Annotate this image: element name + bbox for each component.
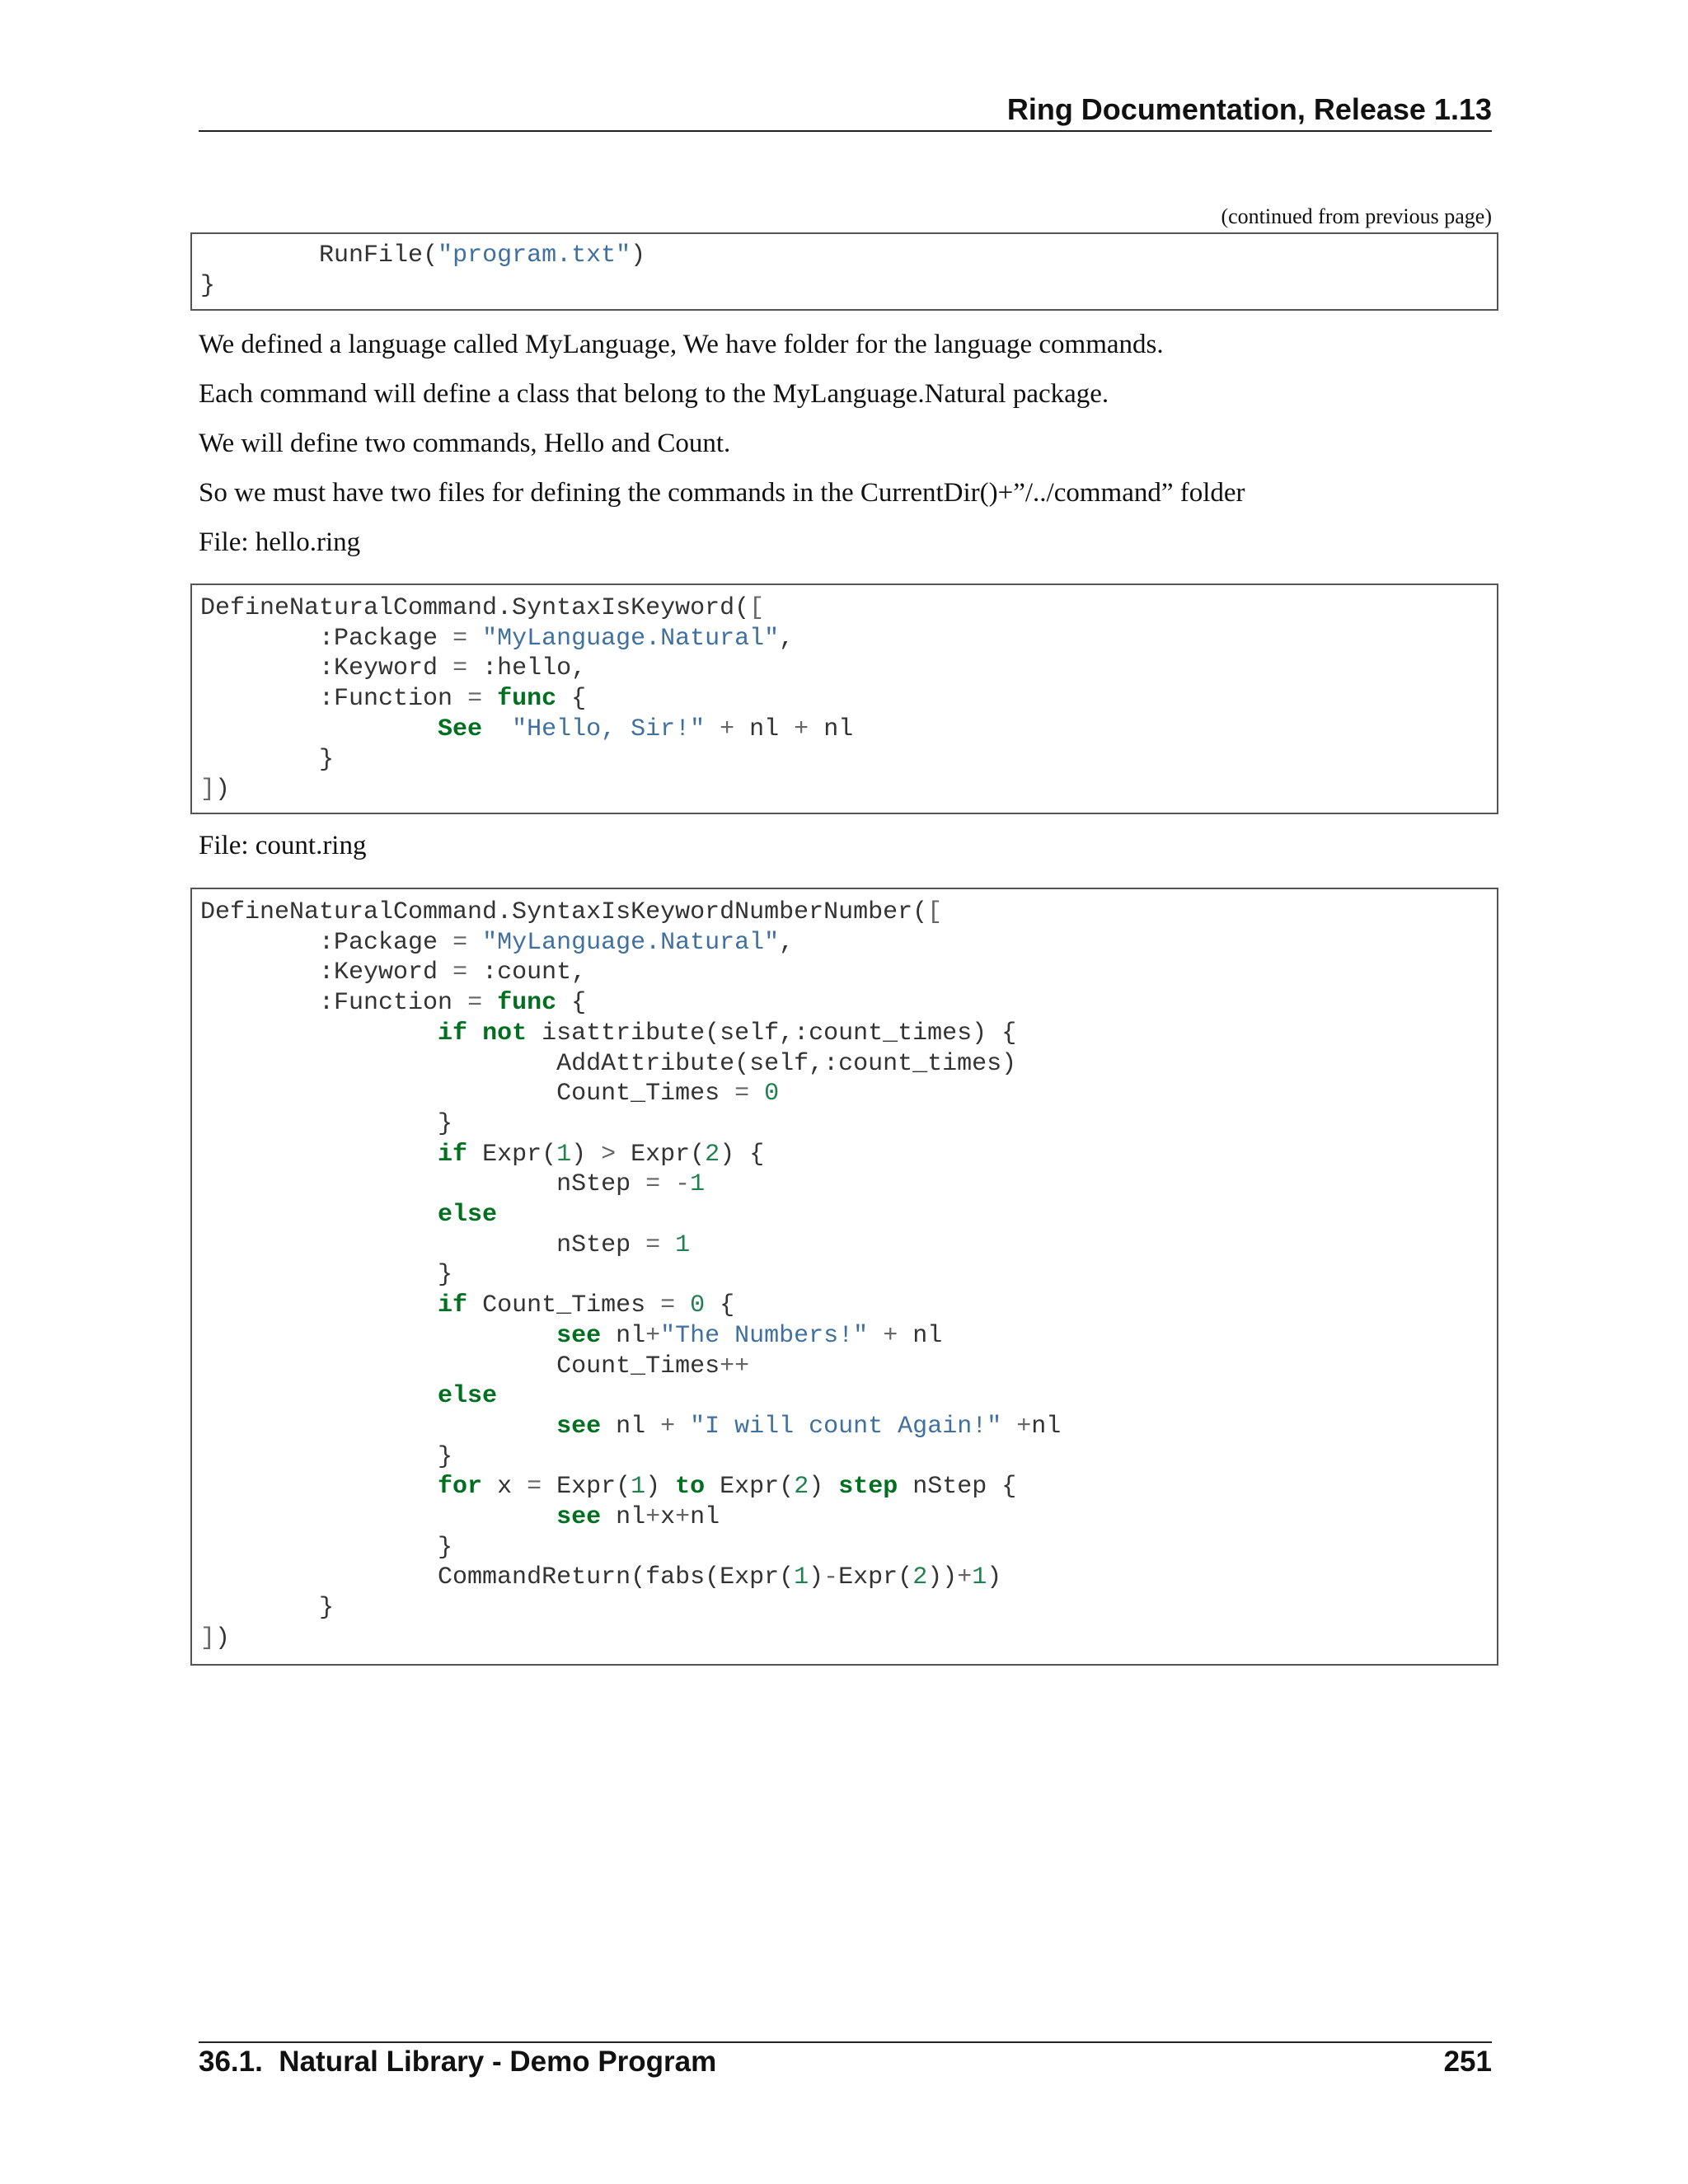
- code-closing-brace: }: [200, 271, 216, 300]
- code-string: "program.txt": [438, 241, 631, 269]
- header-rule: [199, 130, 1492, 132]
- paragraph-two-commands: We will define two commands, Hello and Count.: [199, 429, 731, 458]
- paragraph-command-class: Each command will define a class that belong to the MyLanguage.Natural package.: [199, 379, 1109, 409]
- file-label-count: File: count.ring: [199, 831, 367, 860]
- code-function-name: RunFile: [319, 241, 424, 269]
- footer-page-number: 251: [1443, 2046, 1492, 2078]
- code-paren-open: (: [423, 241, 438, 269]
- code-text-continued: [200, 241, 1497, 301]
- paragraph-language-intro: We defined a language called MyLanguage, We have folder for the language commands.: [199, 330, 1164, 359]
- code-block-count: [190, 888, 1498, 1666]
- code-paren-close: ): [631, 241, 646, 269]
- paragraph-two-files: So we must have two files for defining the commands in the CurrentDir()+”/../command” folder: [199, 478, 1245, 508]
- code-indent: [200, 241, 319, 269]
- code-text-count: DefineNaturalCommand.SyntaxIsKeywordNumberNumber([ :Package = "MyLanguage.Natural", :Keyword = :count, :Function = func { if not isattribute(self,:count_times) { AddAttribute(self,:count_times) Count_Times = 0 } if Expr(1) > Expr(2) { nStep = -1 else nStep = 1 } if Count_Times = 0 { see nl+"The Numbers!" + nl Count_Times++ else see nl + "I will count Again!" +nl } for x = Expr(1) to Expr(2) step nStep { see nl+x+nl } CommandReturn(fabs(Expr(1)-Expr(2))+1) } ]): [200, 898, 1062, 1652]
- code-block-continued: [190, 232, 1498, 311]
- continued-note: (continued from previous page): [1221, 204, 1492, 228]
- code-block-hello: [190, 583, 1498, 814]
- page-header-title: Ring Documentation, Release 1.13: [1006, 92, 1492, 126]
- code-text-hello: DefineNaturalCommand.SyntaxIsKeyword([ :Package = "MyLanguage.Natural", :Keyword = :hello, :Function = func { See "Hello, Sir!" + nl + nl } ]): [200, 594, 854, 804]
- file-label-hello: File: hello.ring: [199, 527, 361, 557]
- footer-section-title: 36.1. Natural Library - Demo Program: [199, 2046, 717, 2078]
- footer-rule: [199, 2041, 1492, 2043]
